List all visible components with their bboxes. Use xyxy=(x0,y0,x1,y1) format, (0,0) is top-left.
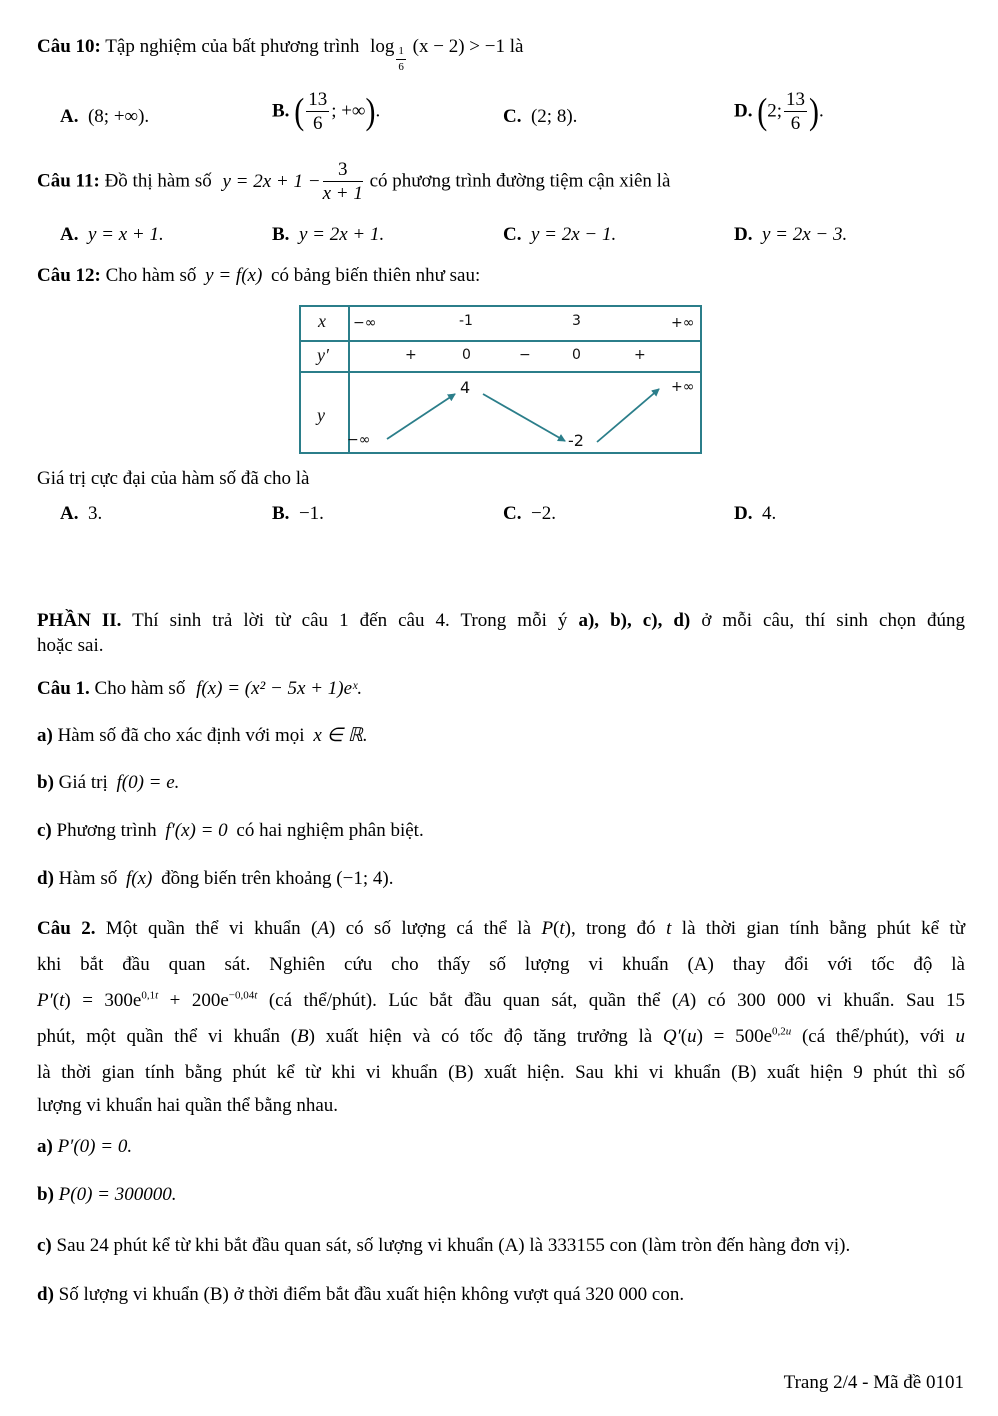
c2-line1: Một quần thể vi khuẩn (A) có số lượng cá thể là P(t), trong đó t là thời gian tính bằng phút kể từ xyxy=(105,918,966,939)
c2-line2: khi bắt đầu quan sát. Nghiên cứu cho thấy số lượng vi khuẩn (A) thay đổi với tốc độ là xyxy=(37,954,965,975)
option-a[interactable]: A. 3. xyxy=(60,503,103,524)
y-value-max: 4 xyxy=(460,378,471,397)
question-10: Câu 10: Tập nghiệm của bất phương trình log $_{\frac{1}{6}}$ (x − 2) > −1 là xyxy=(37,36,524,73)
option-c[interactable]: C. y = 2x − 1. xyxy=(503,224,617,245)
statement-d[interactable]: d) Số lượng vi khuẩn (B) ở thời điểm bắt đầu xuất hiện không vượt quá 320 000 con. xyxy=(37,1284,685,1305)
statement-a[interactable]: a) P′(0) = 0. xyxy=(37,1136,133,1157)
yprime-sign: + xyxy=(634,347,646,363)
statement-b[interactable]: b) P(0) = 300000. xyxy=(37,1184,177,1205)
question-label: Câu 10: xyxy=(37,36,101,58)
y-value-min: -2 xyxy=(568,431,584,450)
part2-heading: PHẦN II. Thí sinh trả lời từ câu 1 đến câu 4. Trong mỗi ý a), b), c), d) ở mỗi câu, thí sinh chọn đúng xyxy=(37,610,966,631)
statement-c[interactable]: c) Sau 24 phút kể từ khi bắt đầu quan sát, số lượng vi khuẩn (A) là 333155 con (làm tròn đến hàng đơn vị). xyxy=(37,1235,851,1256)
arrow-up xyxy=(387,394,455,439)
part2-question-1: Câu 1. Cho hàm số f(x) = (x² − 5x + 1)eˣ. xyxy=(37,678,363,699)
variation-table xyxy=(299,305,702,454)
option-b[interactable]: B. −1. xyxy=(272,503,324,524)
math-expression: log $_{\frac{1}{6}}$ (x − 2) > −1 xyxy=(370,36,505,73)
x-value: 3 xyxy=(572,313,581,329)
c2-line6: lượng vi khuẩn hai quần thể bằng nhau. xyxy=(37,1095,339,1116)
yprime-zero: 0 xyxy=(572,347,581,363)
y-value: −∞ xyxy=(347,432,371,448)
question-text: Tập nghiệm của bất phương trình xyxy=(105,36,360,58)
option-b[interactable]: B. y = 2x + 1. xyxy=(272,224,385,245)
x-value: +∞ xyxy=(671,315,695,331)
yprime-sign: − xyxy=(519,347,531,363)
page-footer: Trang 2/4 - Mã đề 0101 xyxy=(783,1372,964,1393)
c2-line5: là thời gian tính bằng phút kể từ khi vi khuẩn (B) xuất hiện. Sau khi vi khuẩn (B) xuất hiện 9 phút thì số xyxy=(37,1062,965,1083)
option-d[interactable]: D. (2; $\frac{13}{6}$ ). xyxy=(734,89,824,134)
x-value: −∞ xyxy=(353,315,377,331)
statement-b[interactable]: b) Giá trị f(0) = e. xyxy=(37,772,180,793)
question-11: Câu 11: Đồ thị hàm số y = 2x + 1 − $\frac{3}{x + 1}$ có phương trình đường tiệm cận xiên là xyxy=(37,159,671,204)
x-label: x xyxy=(318,311,326,331)
y-value: +∞ xyxy=(671,379,695,395)
part2-heading-cont: hoặc sai. xyxy=(37,635,104,656)
x-value: -1 xyxy=(459,313,473,329)
question-text: Giá trị cực đại của hàm số đã cho là xyxy=(37,468,310,489)
arrow-down xyxy=(483,394,565,441)
part2-question-2-line: Câu 2. Một quần thể vi khuẩn (A) có số lượng cá thể là P(t), trong đó t là thời gian tính bằng phút kể từ xyxy=(37,918,966,939)
statement-c[interactable]: c) Phương trình f′(x) = 0 có hai nghiệm phân biệt. xyxy=(37,820,424,841)
option-a[interactable]: A. (8; +∞). xyxy=(60,106,150,127)
option-d[interactable]: D. y = 2x − 3. xyxy=(734,224,848,245)
question-12: Câu 12: Cho hàm số y = f(x) có bảng biến thiên như sau: xyxy=(37,265,481,286)
variation-arrows xyxy=(299,305,702,454)
statement-a[interactable]: a) Hàm số đã cho xác định với mọi x ∈ ℝ. xyxy=(37,725,368,746)
option-c[interactable]: C. −2. xyxy=(503,503,556,524)
c2-line3: $P'(t) = 300e^{0,1t} + 200e^{-0,04t}$ (cá thể/phút). Lúc bắt đầu quan sát, quần thể (A) có 300 000 vi khuẩn. Sau 15 xyxy=(37,990,965,1012)
option-d[interactable]: D. 4. xyxy=(734,503,777,524)
yprime-sign: + xyxy=(405,347,417,363)
option-b[interactable]: B. ( $\frac{13}{6}$ ; +∞). xyxy=(272,89,381,134)
yprime-label: y′ xyxy=(317,345,329,365)
option-a[interactable]: A. y = x + 1. xyxy=(60,224,164,245)
yprime-zero: 0 xyxy=(462,347,471,363)
y-label: y xyxy=(317,405,325,425)
arrow-up xyxy=(597,389,659,442)
statement-d[interactable]: d) Hàm số f(x) đồng biến trên khoảng (−1; 4). xyxy=(37,868,394,889)
c2-line4: phút, một quần thể vi khuẩn (B) xuất hiện và có tốc độ tăng trưởng là $Q'(u) = 500e^{0,2u}$ (cá thể/phút), với u xyxy=(37,1026,965,1048)
option-c[interactable]: C. (2; 8). xyxy=(503,106,578,127)
